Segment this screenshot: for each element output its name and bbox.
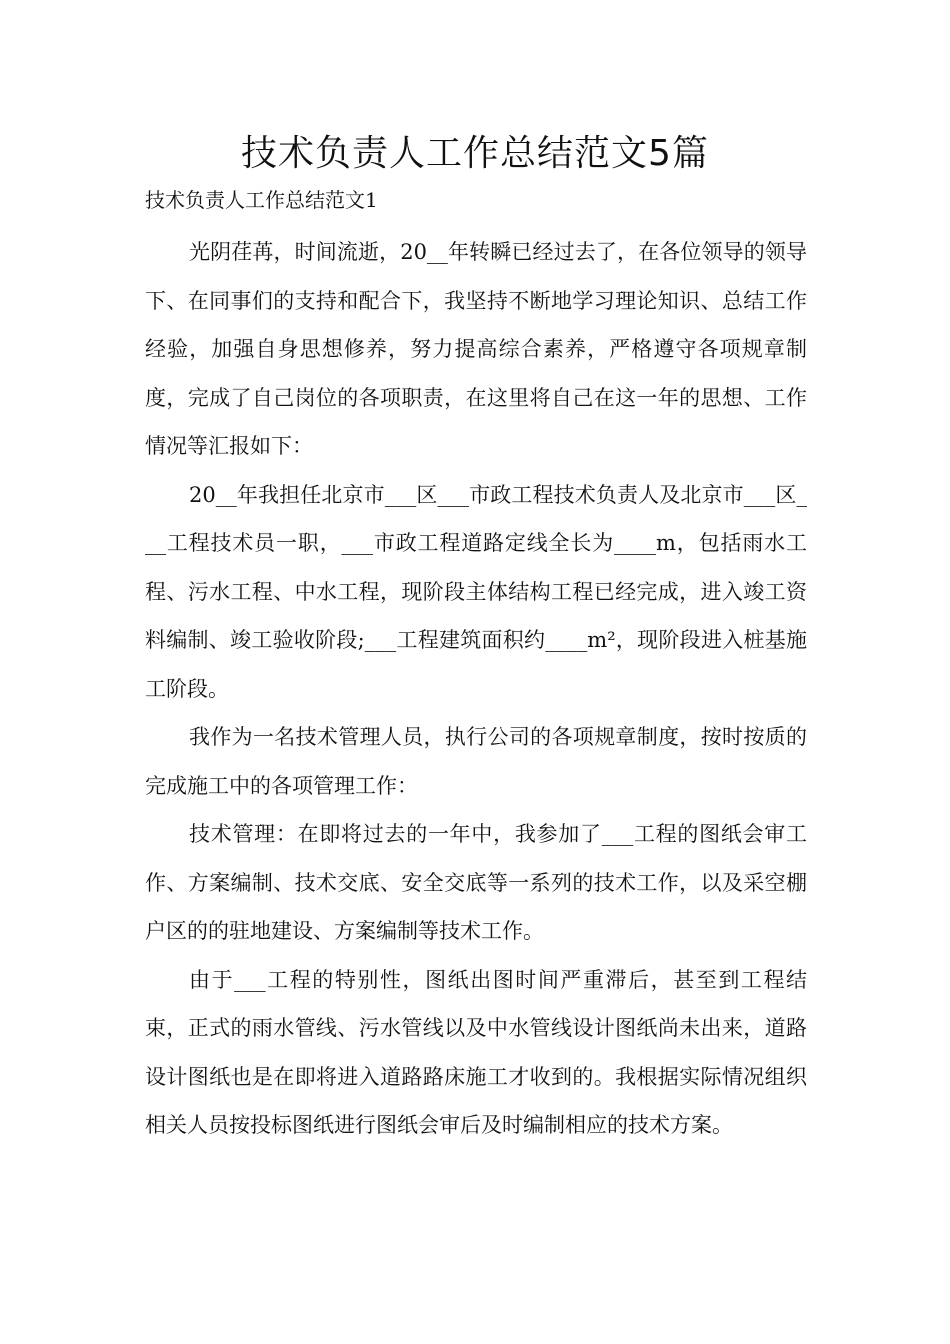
paragraph: 20__年我担任北京市___区___市政工程技术负责人及北京市___区___工程技术员一职，___市政工程道路定线全长为____m，包括雨水工程、污水工程、中水工程，现阶段主体结构工程已经完成，进入竣工资料编制、竣工验收阶段;___工程建筑面积约____m²，现阶段进入桩基施工阶段。 bbox=[145, 482, 807, 701]
section-heading: 技术负责人工作总结范文1 bbox=[145, 188, 378, 212]
paragraph: 由于___工程的特别性，图纸出图时间严重滞后，甚至到工程结束，正式的雨水管线、污水管线以及中水管线设计图纸尚未出来，道路设计图纸也是在即将进入道路路床施工才收到的。我根据实际情况组织相关人员按投标图纸进行图纸会审后及时编制相应的技术方案。 bbox=[145, 967, 807, 1137]
paragraph: 技术管理：在即将过去的一年中，我参加了___工程的图纸会审工作、方案编制、技术交底、安全交底等一系列的技术工作，以及采空棚户区的的驻地建设、方案编制等技术工作。 bbox=[145, 822, 807, 943]
paragraph: 光阴荏苒，时间流逝，20__年转瞬已经过去了，在各位领导的领导下、在同事们的支持和配合下，我坚持不断地学习理论知识、总结工作经验，加强自身思想修养，努力提高综合素养，严格遵守各项规章制度，完成了自己岗位的各项职责，在这里将自己在这一年的思想、工作情况等汇报如下： bbox=[145, 240, 807, 458]
document-title: 技术负责人工作总结范文5篇 bbox=[241, 133, 709, 174]
paragraph: 我作为一名技术管理人员，执行公司的各项规章制度，按时按质的完成施工中的各项管理工作： bbox=[145, 725, 807, 798]
document-body bbox=[145, 228, 807, 1150]
